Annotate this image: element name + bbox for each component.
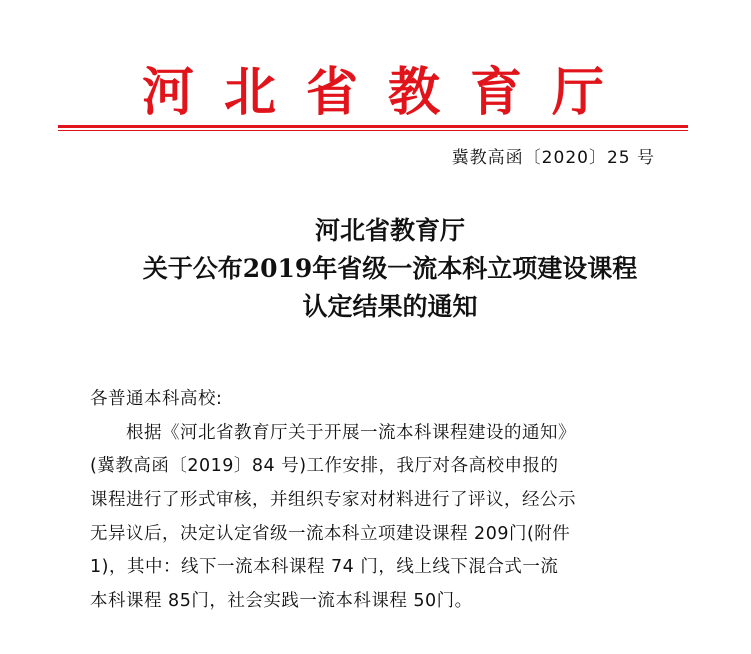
document-title xyxy=(40,212,740,326)
document-number: 冀教高函〔2020〕25 号 xyxy=(451,148,655,168)
title-line-1: 河北省教育厅 xyxy=(314,216,465,245)
issuing-authority-header: 河北省教育厅 xyxy=(141,62,634,123)
salutation: 各普通本科高校: xyxy=(90,389,223,409)
body-line: 1)，其中：线下一流本科课程 74 门，线上线下混合式一流 xyxy=(90,557,559,578)
header-red-rule-thin xyxy=(58,130,688,131)
title-line-3: 认定结果的通知 xyxy=(302,292,478,321)
body-line: 无异议后，决定认定省级一流本科立项建设课程 209门(附件 xyxy=(90,523,571,544)
body-line: 课程进行了形式审核，并组织专家对材料进行了评议，经公示 xyxy=(90,490,576,511)
document-body xyxy=(90,383,670,619)
header-red-rule-thick xyxy=(58,125,688,128)
body-line: 根据《河北省教育厅关于开展一流本科课程建设的通知》 xyxy=(126,422,576,443)
body-line: (冀教高函〔2019〕84 号)工作安排，我厅对各高校申报的 xyxy=(90,456,559,477)
body-line: 本科课程 85门，社会实践一流本科课程 50门。 xyxy=(90,591,473,612)
title-line-2: 关于公布2019年省级一流本科立项建设课程 xyxy=(142,254,638,283)
